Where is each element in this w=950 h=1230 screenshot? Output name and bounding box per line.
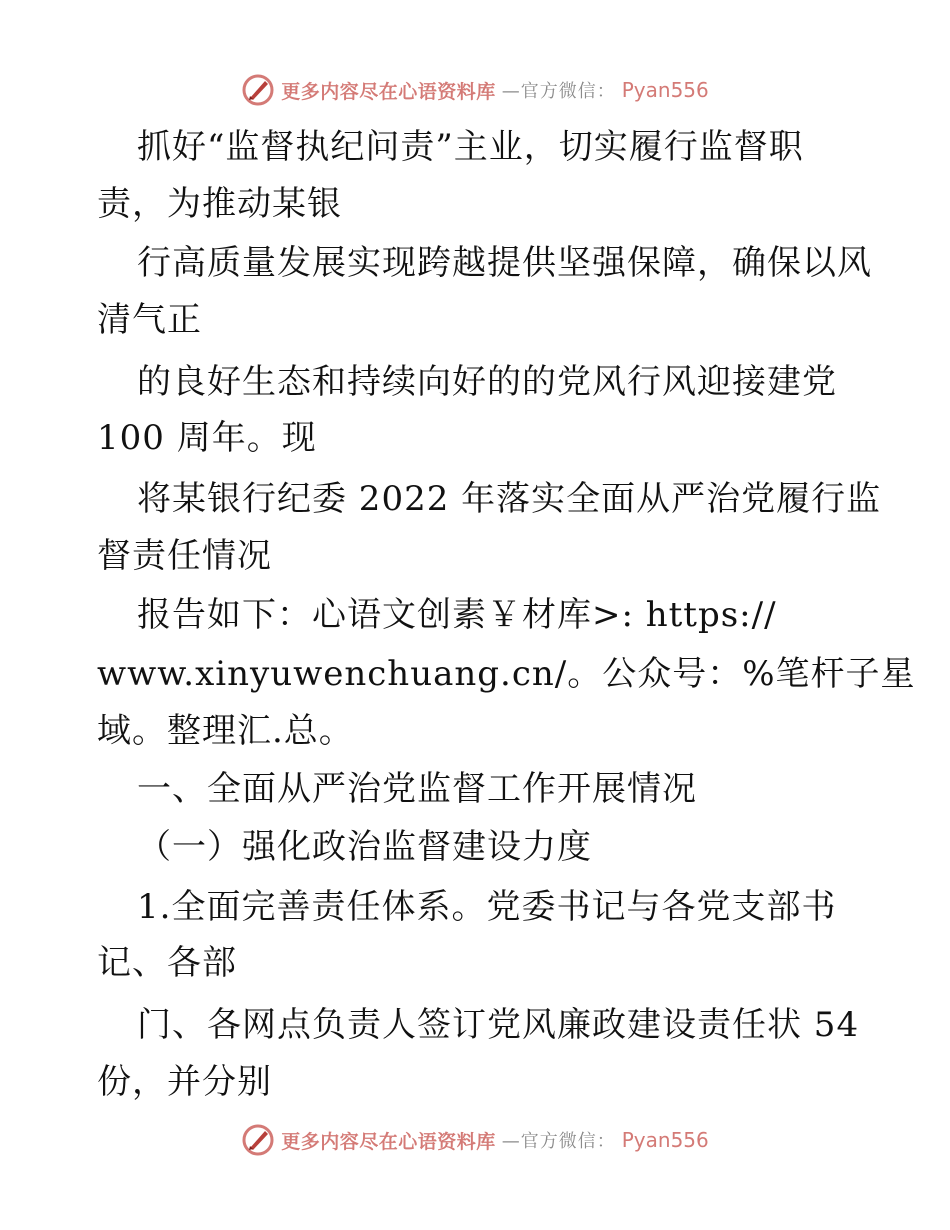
watermark-footer (0, 1120, 950, 1160)
quill-logo-icon (241, 73, 275, 107)
text-line: 报告如下：心语文创素￥材库>: https:// (137, 595, 777, 635)
subsection-heading: （一）强化政治监督建设力度 (137, 827, 592, 867)
text-line: 责，为推动某银 (97, 184, 342, 224)
watermark-header (0, 70, 950, 110)
text-line: 份，并分别 (97, 1062, 272, 1102)
watermark-sub-text: —官方微信： (501, 1131, 616, 1152)
text-line: 抓好“监督执纪问责”主业，切实履行监督职 (137, 127, 804, 167)
section-heading: 一、全面从严治党监督工作开展情况 (137, 769, 697, 809)
text-line: 的良好生态和持续向好的的党风行风迎接建党 (137, 362, 837, 402)
text-line: 1.全面完善责任体系。党委书记与各党支部书 (137, 887, 837, 927)
watermark-sub-text: —官方微信： (501, 81, 616, 102)
text-line: www.xinyuwenchuang.cn/。公众号：%笔杆子星 (97, 654, 916, 694)
text-line: 域。整理汇.总。 (97, 711, 354, 751)
quill-logo-icon (241, 1123, 275, 1157)
watermark-wechat-id: Pyan556 (621, 1128, 709, 1152)
text-line: 行高质量发展实现跨越提供坚强保障，确保以风 (137, 243, 872, 283)
text-line: 记、各部 (97, 943, 237, 983)
watermark-main-text: 更多内容尽在心语资料库 (281, 80, 496, 103)
text-line: 100 周年。现 (97, 418, 317, 458)
text-line: 清气正 (97, 300, 202, 340)
text-line: 督责任情况 (97, 536, 272, 576)
watermark-main-text: 更多内容尽在心语资料库 (281, 1130, 496, 1153)
text-line: 门、各网点负责人签订党风廉政建设责任状 54 (137, 1005, 860, 1045)
watermark-wechat-id: Pyan556 (621, 78, 709, 102)
text-line: 将某银行纪委 2022 年落实全面从严治党履行监 (137, 479, 882, 519)
